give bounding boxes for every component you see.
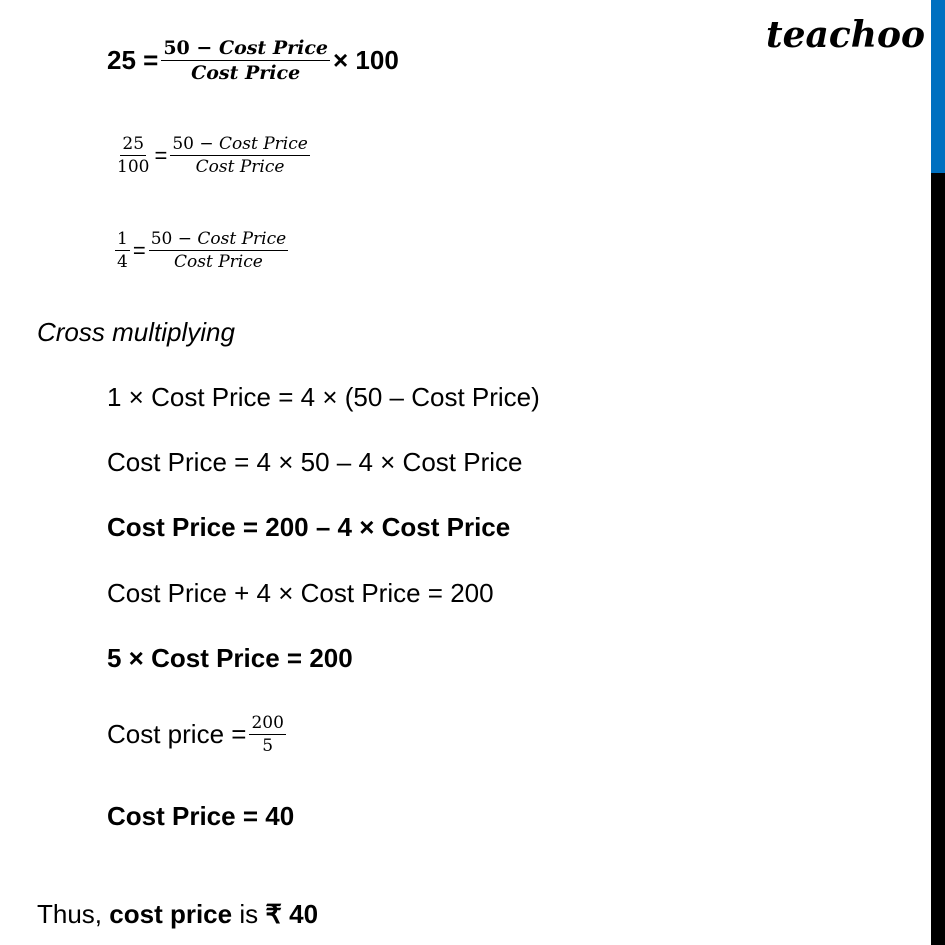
conclusion-is: is bbox=[239, 899, 259, 929]
eq3-lhs-num: 1 bbox=[117, 229, 128, 249]
accent-bar-black bbox=[931, 173, 945, 945]
eq1-lhs: 25 = bbox=[107, 45, 159, 75]
step6-den: 5 bbox=[262, 736, 274, 756]
eq2-num-b: − Cost Price bbox=[199, 134, 308, 154]
eq1-den: Cost Price bbox=[191, 62, 301, 84]
eq3-equals: = bbox=[132, 237, 146, 263]
eq3-num-b: − Cost Price bbox=[177, 229, 287, 249]
step6-lhs: Cost price = bbox=[107, 719, 247, 749]
step-line-4: Cost Price + 4 × Cost Price = 200 bbox=[107, 578, 494, 608]
step-line-1: 1 × Cost Price = 4 × (50 – Cost Price) bbox=[107, 382, 540, 412]
step-line-3: Cost Price = 200 – 4 × Cost Price bbox=[107, 512, 511, 542]
eq2-lhs-den: 100 bbox=[117, 157, 150, 177]
conclusion-value: ₹ 40 bbox=[265, 899, 319, 929]
step-line-6 bbox=[107, 712, 289, 757]
cross-multiplying-label: Cross multiplying bbox=[37, 317, 235, 347]
eq3-lhs-den: 4 bbox=[117, 252, 128, 272]
conclusion bbox=[37, 899, 318, 929]
eq1-num-a: 50 bbox=[163, 37, 190, 59]
eq1-fraction bbox=[161, 36, 330, 85]
step6-fraction bbox=[249, 712, 285, 757]
step-line-7: Cost Price = 40 bbox=[107, 801, 295, 831]
step-line-5: 5 × Cost Price = 200 bbox=[107, 643, 353, 673]
eq1-rhs: × 100 bbox=[333, 45, 399, 75]
equation-2 bbox=[112, 133, 313, 178]
teachoo-logo: teachoo bbox=[766, 14, 925, 56]
eq2-rhs-fraction bbox=[170, 133, 309, 178]
step-line-2: Cost Price = 4 × 50 – 4 × Cost Price bbox=[107, 447, 523, 477]
eq3-num-a: 50 bbox=[150, 229, 173, 249]
step6-num: 200 bbox=[251, 713, 284, 733]
eq2-lhs-fraction bbox=[115, 133, 151, 178]
eq2-lhs-num: 25 bbox=[122, 134, 145, 154]
equation-3 bbox=[112, 228, 291, 273]
conclusion-prefix: Thus, bbox=[37, 899, 103, 929]
accent-bar-blue bbox=[931, 0, 945, 173]
eq1-num-b: − Cost Price bbox=[196, 37, 328, 59]
conclusion-cost-price: cost price bbox=[109, 899, 233, 929]
eq3-lhs-fraction bbox=[115, 228, 130, 273]
eq2-num-a: 50 bbox=[172, 134, 194, 154]
eq2-equals: = bbox=[154, 142, 168, 168]
eq2-den: Cost Price bbox=[195, 157, 285, 177]
eq3-den: Cost Price bbox=[174, 252, 263, 272]
equation-1 bbox=[107, 36, 399, 85]
eq3-rhs-fraction bbox=[149, 228, 288, 273]
